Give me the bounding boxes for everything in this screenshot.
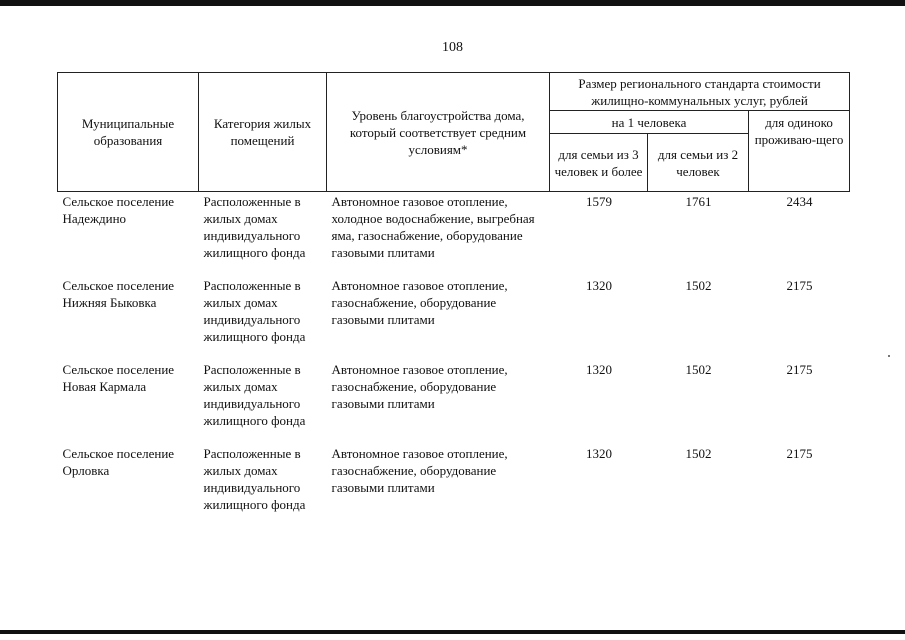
cell-single: 2175 xyxy=(786,362,813,377)
cell-level: Автономное газовое отопление, газоснабжение, оборудование газовыми плитами xyxy=(331,362,508,411)
table-row xyxy=(58,445,850,535)
header-level: Уровень благоустройства дома, который соответствует средним условиям* xyxy=(327,73,550,192)
header-standard-group: Размер регионального стандарта стоимости жилищно-коммунальных услуг, рублей xyxy=(550,73,850,111)
header-municipality: Муниципальные образования xyxy=(58,73,199,192)
cell-single: 2434 xyxy=(786,194,813,209)
table-row xyxy=(58,361,850,445)
cell-family3: 1320 xyxy=(586,446,612,461)
cell-municipality: Сельское поселение Нижняя Быковка xyxy=(62,278,175,310)
cell-category: Расположенные в жилых домах индивидуального жилищного фонда xyxy=(203,278,306,344)
page-number: 108 xyxy=(442,40,463,55)
cell-level: Автономное газовое отопление, холодное водоснабжение, выгребная яма, газоснабжение, оборудование газовыми плитами xyxy=(331,194,535,260)
table-row xyxy=(58,192,850,278)
cell-family2: 1502 xyxy=(685,446,712,461)
cell-family2: 1502 xyxy=(685,278,712,293)
cell-municipality: Сельское поселение Орловка xyxy=(62,446,175,478)
table-row xyxy=(58,277,850,361)
cell-family2: 1502 xyxy=(685,362,712,377)
top-border-bar xyxy=(0,0,905,6)
cell-family3: 1320 xyxy=(586,278,612,293)
cell-municipality: Сельское поселение Надеждино xyxy=(62,194,175,226)
table-header xyxy=(58,73,850,192)
cell-category: Расположенные в жилых домах индивидуального жилищного фонда xyxy=(203,362,306,428)
table-body xyxy=(58,192,850,536)
cell-family3: 1320 xyxy=(586,362,612,377)
cell-category: Расположенные в жилых домах индивидуального жилищного фонда xyxy=(203,446,306,512)
header-category: Категория жилых помещений xyxy=(199,73,327,192)
bottom-border-bar xyxy=(0,630,905,634)
cell-family3: 1579 xyxy=(586,194,612,209)
cell-single: 2175 xyxy=(786,446,813,461)
header-family3: для семьи из 3 человек и более xyxy=(550,134,648,192)
header-per-person: на 1 человека xyxy=(550,111,749,134)
cell-category: Расположенные в жилых домах индивидуального жилищного фонда xyxy=(203,194,306,260)
cell-single: 2175 xyxy=(786,278,813,293)
cell-level: Автономное газовое отопление, газоснабжение, оборудование газовыми плитами xyxy=(331,278,508,327)
cell-level: Автономное газовое отопление, газоснабжение, оборудование газовыми плитами xyxy=(331,446,508,495)
housing-cost-standard-table xyxy=(57,72,850,535)
cell-family2: 1761 xyxy=(685,194,712,209)
cell-municipality: Сельское поселение Новая Кармала xyxy=(62,362,175,394)
scan-speck xyxy=(888,355,890,357)
header-family2: для семьи из 2 человек xyxy=(648,134,749,192)
header-single: для одиноко проживаю-щего xyxy=(749,111,850,192)
